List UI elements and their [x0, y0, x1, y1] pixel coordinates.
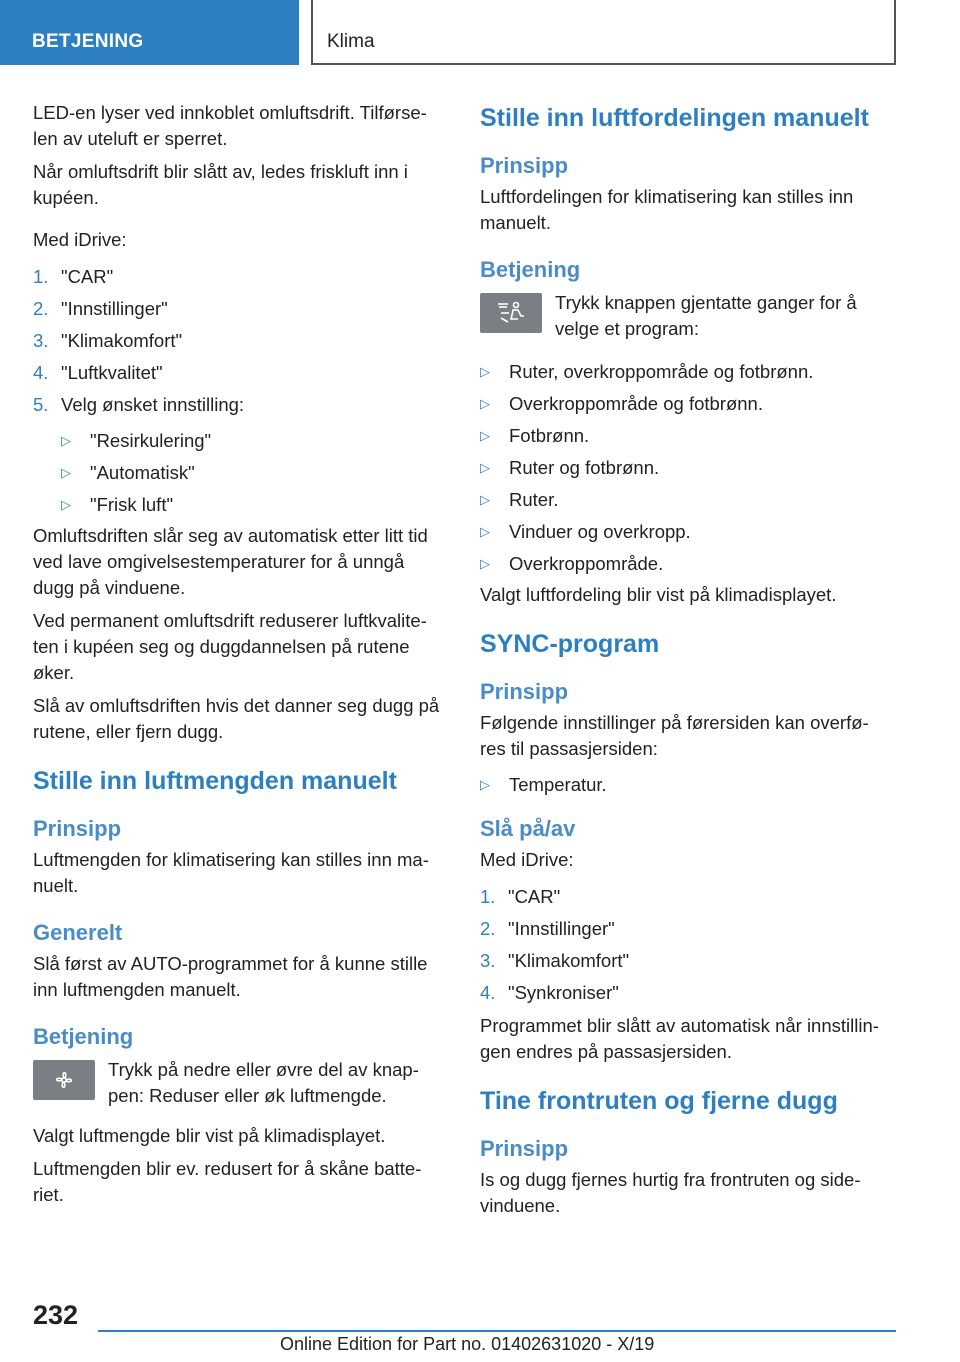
section-tab: BETJENING — [0, 0, 299, 65]
idrive-label: Med iDrive: — [480, 849, 574, 870]
subheading-principle: Prinsipp — [480, 679, 569, 704]
footer-divider — [98, 1330, 896, 1332]
section-heading: SYNC-program — [480, 630, 660, 658]
list-item: ▷ Fotbrønn. — [480, 420, 892, 452]
triangle-right-icon: ▷ — [61, 497, 71, 512]
triangle-right-icon: ▷ — [480, 364, 490, 379]
subheading-operation: Betjening — [480, 257, 581, 282]
list-item: 1. "CAR" — [33, 266, 114, 287]
body-paragraph: Omluftsdriften slår seg av automatisk etter litt tid ved lave omgivelsestemperaturer for å unngå dugg på vinduene. — [33, 525, 428, 598]
section-heading: Stille inn luftfordelingen manuelt — [480, 104, 869, 132]
subheading-principle: Prinsipp — [480, 153, 569, 178]
intro-paragraph: LED-en lyser ved innkoblet omluftsdrift. Tilførse-len av uteluft er sperret. — [33, 102, 427, 149]
distribution-programs — [480, 356, 892, 580]
body-paragraph: Luftfordelingen for klimatisering kan stilles inn manuelt. — [480, 186, 854, 233]
page-number: 232 — [33, 1300, 79, 1330]
list-item: ▷ "Automatisk" — [61, 457, 445, 489]
list-item: ▷ Ruter, overkroppområde og fotbrønn. — [480, 356, 892, 388]
triangle-right-icon: ▷ — [480, 524, 490, 539]
body-paragraph: Slå av omluftsdriften hvis det danner seg dugg på rutene, eller fjern dugg. — [33, 695, 440, 742]
list-item: ▷ "Resirkulering" — [61, 425, 445, 457]
sync-items — [480, 769, 892, 801]
list-item: ▷ Vinduer og overkropp. — [480, 516, 892, 548]
operation-text: Trykk på nedre eller øvre del av knap-pen: Reduser eller øk luftmengde. — [108, 1059, 419, 1106]
body-paragraph: Luftmengden blir ev. redusert for å skåne batte-riet. — [33, 1158, 422, 1205]
subheading-principle: Prinsipp — [480, 1136, 569, 1161]
body-paragraph: Ved permanent omluftsdrift reduserer luftkvalite-ten i kupéen seg og duggdannelsen på rutene øker. — [33, 610, 427, 683]
air-distribution-icon — [480, 293, 542, 333]
body-paragraph: Is og dugg fjernes hurtig fra frontruten og side-vinduene. — [480, 1169, 861, 1216]
list-item: ▷ Overkroppområde og fotbrønn. — [480, 388, 892, 420]
section-heading: Stille inn luftmengden manuelt — [33, 767, 397, 795]
list-item: 2. "Innstillinger" — [480, 918, 615, 939]
left-column — [33, 100, 445, 1215]
fan-icon — [33, 1060, 95, 1100]
sync-steps — [480, 881, 892, 1009]
triangle-right-icon: ▷ — [480, 460, 490, 475]
list-item: 2. "Innstillinger" — [33, 298, 168, 319]
list-item: ▷ "Frisk luft" — [61, 489, 445, 521]
body-paragraph: Valgt luftmengde blir vist på klimadisplayet. — [33, 1125, 386, 1146]
list-item: 3. "Klimakomfort" — [480, 950, 630, 971]
subheading-principle: Prinsipp — [33, 816, 122, 841]
list-item: ▷ Ruter og fotbrønn. — [480, 452, 892, 484]
air-distribution-button-row — [480, 290, 892, 342]
list-item: 4. "Luftkvalitet" — [33, 362, 163, 383]
list-item: ▷ Overkroppområde. — [480, 548, 892, 580]
subheading-onoff: Slå på/av — [480, 816, 576, 841]
triangle-right-icon: ▷ — [480, 396, 490, 411]
body-paragraph: Følgende innstillinger på førersiden kan overfø-res til passasjersiden: — [480, 712, 869, 759]
triangle-right-icon: ▷ — [480, 777, 490, 792]
body-paragraph: Valgt luftfordeling blir vist på klimadisplayet. — [480, 584, 837, 605]
list-item: ▷ Ruter. — [480, 484, 892, 516]
body-paragraph: Programmet blir slått av automatisk når innstillin-gen endres på passasjersiden. — [480, 1015, 879, 1062]
triangle-right-icon: ▷ — [480, 428, 490, 443]
list-item: 1. "CAR" — [480, 886, 561, 907]
subheading-general: Generelt — [33, 920, 123, 945]
list-item: ▷ Temperatur. — [480, 769, 892, 801]
section-heading: Tine frontruten og fjerne dugg — [480, 1087, 838, 1115]
triangle-right-icon: ▷ — [61, 433, 71, 448]
intro-paragraph: Når omluftsdrift blir slått av, ledes friskluft inn i kupéen. — [33, 161, 408, 208]
subheading-operation: Betjening — [33, 1024, 134, 1049]
edition-text: Online Edition for Part no. 01402631020 - X/19 — [280, 1334, 655, 1354]
right-column — [480, 100, 892, 1226]
list-item: 4. "Synkroniser" — [480, 982, 619, 1003]
chapter-title: Klima — [311, 0, 896, 65]
page-header — [0, 0, 960, 66]
idrive-label: Med iDrive: — [33, 229, 127, 250]
body-paragraph: Slå først av AUTO-programmet for å kunne stille inn luftmengden manuelt. — [33, 953, 428, 1000]
triangle-right-icon: ▷ — [480, 556, 490, 571]
body-paragraph: Luftmengden for klimatisering kan stilles inn ma-nuelt. — [33, 849, 429, 896]
triangle-right-icon: ▷ — [480, 492, 490, 507]
triangle-right-icon: ▷ — [61, 465, 71, 480]
fan-button-row — [33, 1057, 445, 1109]
recirculation-options — [61, 425, 445, 521]
idrive-steps — [33, 261, 445, 421]
list-item: 3. "Klimakomfort" — [33, 330, 183, 351]
operation-text: Trykk knappen gjentatte ganger for å velge et program: — [555, 292, 857, 339]
list-item: 5. Velg ønsket innstilling: — [33, 394, 245, 415]
